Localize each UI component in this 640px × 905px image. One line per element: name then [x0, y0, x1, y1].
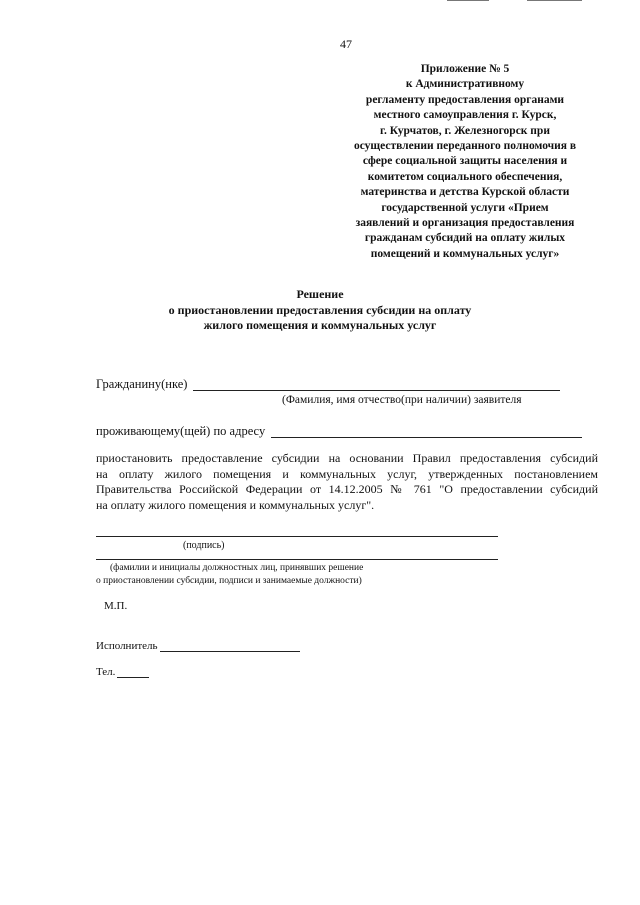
officials-line[interactable]	[96, 559, 498, 560]
decision-body	[96, 451, 598, 513]
address-field[interactable]	[271, 437, 582, 438]
appendix-line: помещений и коммунальных услуг»	[370, 247, 560, 260]
appendix-line: г. Курчатов, г. Железногорск при	[380, 124, 550, 137]
appendix-line: государственной услуги «Прием	[381, 201, 549, 214]
decision-heading	[130, 287, 510, 334]
appendix-line: гражданам субсидий на оплату жилых	[364, 232, 566, 245]
appendix-line: сфере социальной защиты населения и	[362, 155, 568, 168]
signature-caption: (подпись)	[183, 540, 225, 551]
appendix-line: осуществлении переданного полномочия в	[353, 140, 577, 153]
officials-caption: (фамилии и инициалы должностных лиц, принявших решение	[110, 563, 364, 573]
executor-field[interactable]	[160, 651, 300, 652]
scan-edge-line	[447, 0, 489, 1]
decision-subtitle: жилого помещения и коммунальных услуг	[203, 318, 437, 332]
phone-label: Тел.	[96, 666, 116, 678]
page-number: 47	[340, 37, 352, 51]
phone-field[interactable]	[117, 677, 149, 678]
executor-label: Исполнитель	[96, 640, 158, 652]
body-line: Правительства Российской Федерации от 14.12.2005 № 761 "О предоставлении субсидий	[96, 482, 598, 496]
body-line: на оплату жилого помещения и коммунальных услуг".	[96, 497, 375, 512]
address-label: проживающему(щей) по адресу	[96, 424, 266, 438]
stamp-mark: М.П.	[104, 600, 128, 612]
decision-subtitle: о приостановлении предоставления субсидии на оплату	[168, 302, 472, 317]
appendix-line: комитетом социального обеспечения,	[367, 170, 563, 183]
signature-line[interactable]	[96, 536, 498, 537]
appendix-line: местного самоуправления г. Курск,	[373, 109, 557, 122]
citizen-caption: (Фамилия, имя отчество(при наличии) заявителя	[282, 394, 522, 406]
appendix-line: регламенту предоставления органами	[365, 93, 565, 106]
appendix-header	[330, 62, 600, 262]
citizen-name-field[interactable]	[193, 390, 560, 391]
body-line: приостановить предоставление субсидии на основании Правил предоставления субсидий	[96, 451, 598, 465]
decision-title: Решение	[296, 287, 344, 301]
appendix-line: Приложение № 5	[420, 63, 510, 75]
appendix-line: заявлений и организация предоставления	[355, 217, 575, 230]
officials-caption: о приостановлении субсидии, подписи и занимаемые должности)	[96, 576, 362, 586]
body-line: на оплату жилого помещения и коммунальных услуг, утвержденных постановлением	[96, 466, 598, 481]
appendix-line: к Административному	[405, 78, 525, 91]
scan-edge-line	[527, 0, 582, 1]
appendix-line: материнства и детства Курской области	[360, 186, 570, 199]
citizen-label: Гражданину(нке)	[96, 377, 188, 391]
